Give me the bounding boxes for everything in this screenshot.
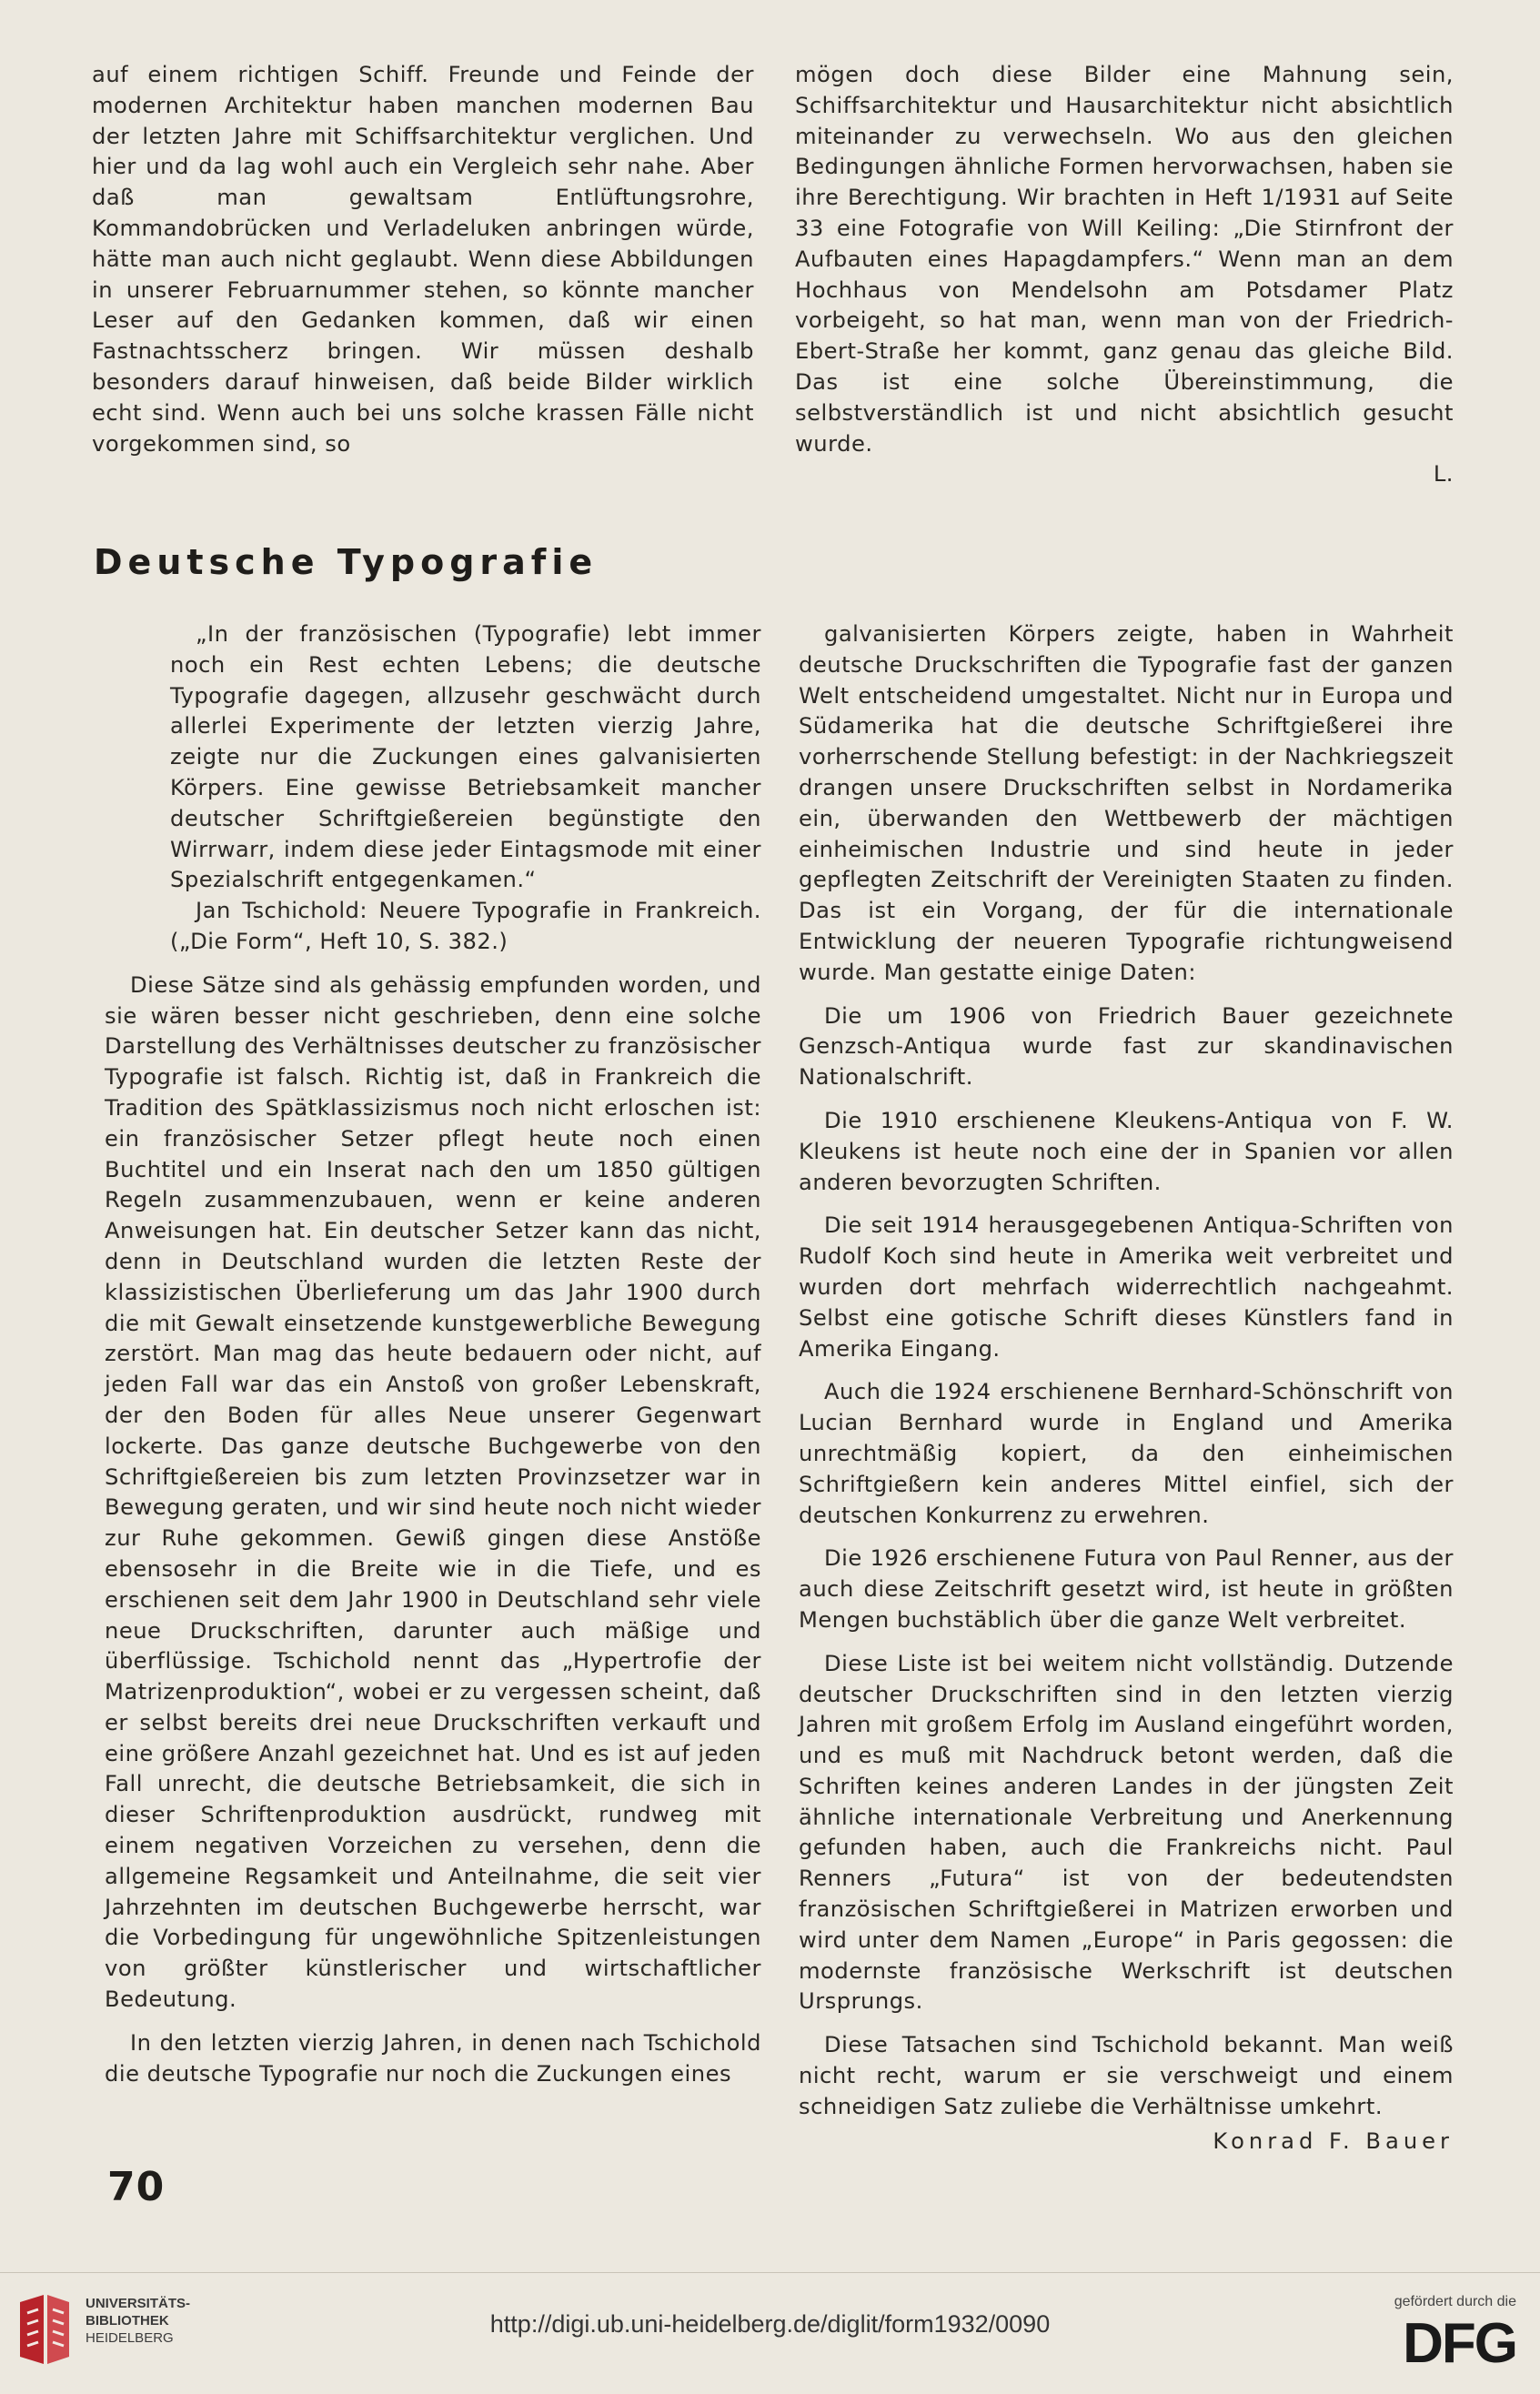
quote-source: Jan Tschichold: Neuere Typografie in Frankreich. („Die Form“, Heft 10, S. 382.) bbox=[170, 898, 761, 954]
funder-caption: gefördert durch die bbox=[1394, 2294, 1516, 2309]
paragraph: Diese Tatsachen sind Tschichold bekannt. Man weiß nicht recht, warum er sie verschweigt und einem schneidigen Satz zuliebe die Verhältnisse umkehrt. bbox=[799, 2032, 1454, 2119]
paragraph: Diese Liste ist bei weitem nicht vollständig. Dutzende deutscher Druckschriften sind in den letzten vierzig Jahren mit großem Erfolg im Ausland eingeführt worden, und es muß mit Nachdruck betont werden, daß die Schriften keines anderen Landes in der jüngsten Zeit ähnliche internationale Verbreitung und Anerkennung gefunden haben, auch die Frankreichs nicht. Paul Renners „Futura“ ist von der bedeutendsten französischen Schriftgießerei in Matrizen erworben und wird unter dem Namen „Europe“ in Paris gegossen: die modernste französische Werkschrift ist deutschen Ursprungs. bbox=[799, 1650, 1454, 2015]
footer-divider bbox=[0, 2272, 1540, 2273]
paragraph: auf einem richtigen Schiff. Freunde und Feinde der modernen Architektur haben manchen modernen Bau der letzten Jahre mit Schiffsarchitektur verglichen. Und hier und da lag wohl auch ein Vergleich sehr nahe. Aber daß man gewaltsam Entlüftungsrohre, Kommandobrücken und Verladeluken anbringen würde, hätte man auch nicht geglaubt. Wenn diese Abbildungen in unserer Februarnummer stehen, so könnte mancher Leser auf den Gedanken kommen, daß wir einen Fastnachtsscherz bringen. Wir müssen deshalb besonders darauf hinweisen, daß beide Bilder wirklich echt sind. Wenn auch bei uns solche krassen Fälle nicht vorgekommen sind, so bbox=[92, 62, 754, 457]
paragraph: Die 1910 erschienene Kleukens-Antiqua von F. W. Kleukens ist heute noch eine der in Spanien vor allen anderen bevorzugten Schriften. bbox=[799, 1107, 1454, 1195]
top-left-column bbox=[92, 60, 754, 459]
paragraph: Die seit 1914 herausgegebenen Antiqua-Schriften von Rudolf Koch sind heute in Amerika weit verbreitet und wurden dort mehrfach widerrechtlich nachgeahmt. Selbst eine gotische Schrift dieses Künstlers fand in Amerika Eingang. bbox=[799, 1212, 1454, 1362]
page-number: 70 bbox=[107, 2164, 166, 2210]
paragraph: mögen doch diese Bilder eine Mahnung sein, Schiffsarchitektur und Hausarchitektur nicht absichtlich miteinander zu verwechseln. Wo aus den gleichen Bedingungen ähnliche Formen hervorwachsen, haben sie ihre Berechtigung. Wir brachten in Heft 1/1931 auf Seite 33 eine Fotografie von Will Keiling: „Die Stirnfront der Aufbauten eines Hapagdampfers.“ Wenn man an dem Hochhaus von Mendelsohn am Potsdamer Platz vorbeigeht, so hat man, wenn man von der Friedrich-Ebert-Straße her kommt, ganz genau das gleiche Bild. Das ist eine solche Übereinstimmung, die selbstverständlich ist und nicht absichtlich gesucht wurde. bbox=[795, 62, 1454, 457]
paragraph: Die 1926 erschienene Futura von Paul Renner, aus der auch diese Zeitschrift gesetzt wird, ist heute in größten Mengen buchstäblich über die ganze Welt verbreitet. bbox=[799, 1545, 1454, 1633]
paragraph: Diese Sätze sind als gehässig empfunden worden, und sie wären besser nicht geschrieben, denn eine solche Darstellung des Verhältnisses deutscher zu französischer Typografie ist falsch. Richtig ist, daß in Frankreich die Tradition des Spätklassizismus noch nicht erloschen ist: ein französischer Setzer pflegt heute noch einen Buchtitel und ein Inserat nach den um 1850 gültigen Regeln zusammenzubauen, wenn er keine anderen Anweisungen hat. Ein deutscher Setzer kann das nicht, denn in Deutschland wurden die letzten Reste der klassizistischen Überlieferung um das Jahr 1900 durch die mit Gewalt einsetzende kunstgewerbliche Bewegung zerstört. Man mag das heute bedauern oder nicht, auf jeden Fall war das ein Anstoß von großer Lebenskraft, der den Boden für alles Neue unserer Gegenwart lockerte. Das ganze deutsche Buchgewerbe von den Schriftgießereien bis zum letzten Provinzsetzer war in Bewegung geraten, und wir sind heute noch nicht wieder zur Ruhe gekommen. Gewiß gingen diese Anstöße ebensosehr in die Breite wie in die Tiefe, und es erschienen seit dem Jahr 1900 in Deutschland sehr viele neue Druckschriften, darunter auch mäßige und überflüssige. Tschichold nennt das „Hypertrofie der Matrizenproduktion“, wobei er zu vergessen scheint, daß er selbst bereits drei neue Druckschriften verkauft und eine größere Anzahl gezeichnet hat. Und es ist auf jeden Fall unrecht, die deutsche Betriebsamkeit, die sich in dieser Schriftenproduktion ausdrückt, rundweg mit einem negativen Vorzeichen zu versehen, denn die allgemeine Regsamkeit und Anteilnahme, die seit vier Jahrzehnten im deutschen Buchgewerbe herrscht, war die Vorbedingung für ungewöhnliche Spitzenleistungen von größter künstlerischer und wirtschaftlicher Bedeutung. bbox=[105, 971, 761, 2013]
paragraph: galvanisierten Körpers zeigte, haben in Wahrheit deutsche Druckschriften die Typografie fast der ganzen Welt entscheidend umgestaltet. Nicht nur in Europa und Südamerika hat die deutsche Schriftgießerei ihre vorherrschende Stellung befestigt: in der Nachkriegszeit drangen unsere Druckschriften selbst in Nordamerika ein, überwanden den Wettbewerb der mächtigen einheimischen Industrie und sind heute in jeder gepflegten Zeitschrift der Vereinigten Staaten zu finden. Das ist ein Vorgang, der für die internationale Entwicklung der neueren Typografie richtungweisend wurde. Man gestatte einige Daten: bbox=[799, 621, 1454, 985]
library-name-line: UNIVERSITÄTS- bbox=[86, 2296, 191, 2311]
library-name-line: HEIDELBERG bbox=[86, 2330, 174, 2346]
library-name-line: BIBLIOTHEK bbox=[86, 2313, 169, 2329]
article-left-column bbox=[105, 619, 761, 2089]
article-right-column bbox=[799, 619, 1454, 2157]
paragraph: In den letzten vierzig Jahren, in denen nach Tschichold die deutsche Typografie nur noch die Zuckungen eines bbox=[105, 2029, 761, 2087]
dfg-logo[interactable]: DFG bbox=[1403, 2312, 1516, 2375]
quote-text: „In der französischen (Typografie) lebt immer noch ein Rest echten Lebens; die deutsche Typografie dagegen, allzusehr geschwächt durch allerlei Experimente der letzten vierzig Jahre, zeigte nur die Zuckungen eines galvanisierten Körpers. Eine gewisse Betriebsamkeit mancher deutscher Schriftgießereien begünstigte den Wirrwarr, indem diese jeder Eintagsmode mit einer Spezialschrift entgegenkamen.“ bbox=[170, 621, 761, 893]
paragraph: Auch die 1924 erschienene Bernhard-Schönschrift von Lucian Bernhard wurde in England und Amerika unrechtmäßig kopiert, da den einheimischen Schriftgießern kein anderes Mittel einfiel, sich der deutschen Konkurrenz zu erwehren. bbox=[799, 1379, 1454, 1528]
paragraph: Die um 1906 von Friedrich Bauer gezeichnete Genzsch-Antiqua wurde fast zur skandinavischen Nationalschrift. bbox=[799, 1002, 1454, 1091]
author-signature: Konrad F. Bauer bbox=[1213, 2127, 1454, 2154]
epigraph-quote bbox=[105, 619, 761, 958]
top-right-column bbox=[795, 60, 1454, 490]
source-url-link[interactable]: http://digi.ub.uni-heidelberg.de/diglit/form1932/0090 bbox=[489, 2310, 1051, 2338]
article-title: Deutsche Typografie bbox=[94, 542, 599, 582]
signature-initial: L. bbox=[1433, 461, 1454, 488]
